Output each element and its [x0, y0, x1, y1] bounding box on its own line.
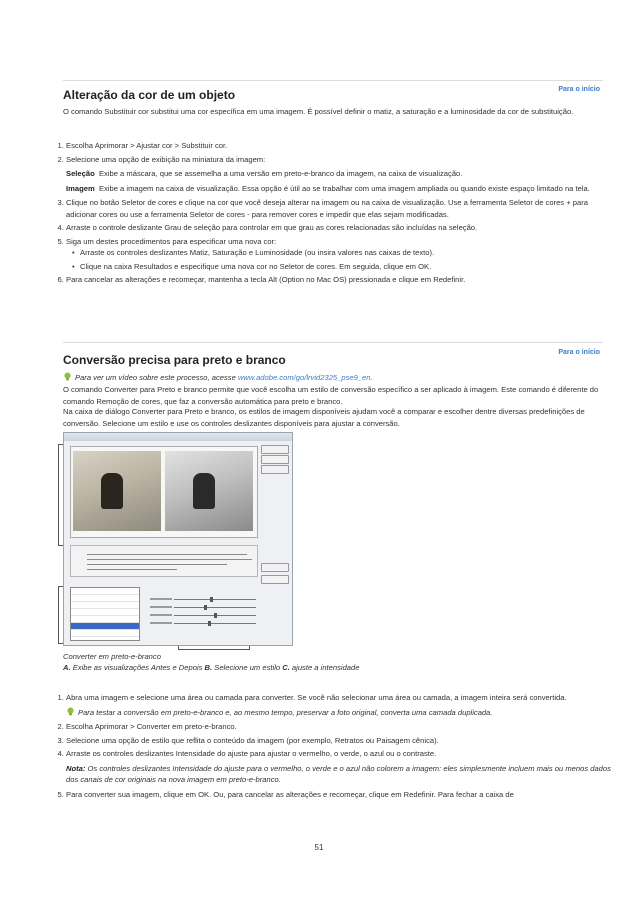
lightbulb-icon [66, 707, 75, 716]
convert-bw-dialog-image [63, 432, 293, 646]
list-item: 6. Para cancelar as alterações e recomeçar, mantenha a tecla Alt (Option no Mac OS) pressionada e clique em Redefinir. [66, 274, 617, 286]
section-divider [63, 342, 603, 343]
back-to-top-link[interactable]: Para o início [558, 349, 600, 356]
bullet-list [66, 247, 617, 272]
ok-button-thumb [261, 445, 289, 454]
figure-caption: Converter em preto-e-branco A. Exibe as visualizações Antes e Depois B. Selecione um estilo C. ajuste a intensidade [63, 652, 360, 672]
slider [174, 623, 256, 624]
tip: Para testar a conversão em preto-e-branco e, ao mesmo tempo, preservar a foto original, converta uma camada duplicada. [66, 707, 617, 719]
list-item: 2. Selecione uma opção de exibição na miniatura da imagem: Seleção Exibe a máscara, que se assemelha a uma versão em preto-e-branco da imagem, na caixa de visualização. Imagem Exibe a imagem na caixa de visualização. Essa opção é útil ao se trabalhar com uma imagem ampliada ou quando existe espaço limitado na tela. [66, 154, 617, 195]
section-divider [63, 80, 603, 81]
dialog-titlebar [64, 433, 292, 441]
before-photo [73, 451, 161, 531]
note: Nota: Os controles deslizantes Intensidade do ajuste para o vermelho, o verde e o azul não colorem a imagem: eles simplesmente incluem mais ou menos dados dos canais de cor originais na nova imagem em preto-e-branco. [66, 763, 611, 784]
paragraph: O comando Converter para Preto e branco permite que você escolha um estilo de conversão específico a ser aplicado à imagem. Este comando é diferente do comando Remoção de cores, que faz a conversão automática para preto e branco. [63, 385, 599, 406]
back-to-top-link[interactable]: Para o início [558, 86, 600, 93]
redo-button-thumb [261, 575, 289, 584]
list-item: 4. Arraste os controles deslizantes Intensidade do ajuste para ajustar o vermelho, o verde, o azul ou o contraste. Nota: Os controles deslizantes Intensidade do ajuste para o vermelho, o verde e o azul não colorem a imagem: eles simplesmente incluem mais ou menos dados dos canais de cor originais na nova imagem em preto-e-branco. [66, 748, 617, 786]
list-item: 4. Arraste o controle deslizante Grau de seleção para controlar em que grau as cores relacionadas são incluídas na seleção. [66, 222, 617, 234]
list-item: 1. Abra uma imagem e selecione uma área ou camada para converter. Se você não selecionar uma área ou camada, a imagem inteira será convertida. Para testar a conversão em preto-e-branco e, ao mesmo tempo, preservar a foto original, converta uma camada duplicada. [66, 692, 617, 718]
section-title: Conversão precisa para preto e branco [63, 353, 286, 367]
bullet-item: • Arraste os controles deslizantes Matiz, Saturação e Luminosidade (ou insira valores nas caixas de texto). [80, 247, 617, 259]
section-title: Alteração da cor de um objeto [63, 88, 236, 102]
steps-list [52, 140, 617, 288]
list-item: 1. Escolha Aprimorar > Ajustar cor > Substituir cor. [66, 140, 617, 152]
definition-item: Seleção Exibe a máscara, que se assemelha a uma versão em preto-e-branco da imagem, na caixa de visualização. [66, 169, 463, 178]
list-item: 5. Siga um destes procedimentos para especificar uma nova cor: • Arraste os controles deslizantes Matiz, Saturação e Luminosidade (ou insira valores nas caixas de texto). • Clique na caixa Resultados e especifique uma nova cor no Seletor de cores. Em seguida, clique em OK. [66, 236, 617, 273]
section-intro: O comando Substituir cor substitui uma cor específica em uma imagem. É possível definir o matiz, a saturação e a luminosidade da cor de substituição. [63, 107, 574, 116]
paragraph: Na caixa de diálogo Converter para Preto e branco, os estilos de imagem disponíveis ajudam você a comparar e escolher dentre diversas predefinições de conversão. Selecione um estilo e use os controles deslizantes disponíveis para ajustar a conversão. [63, 407, 585, 428]
definition-item: Imagem Exibe a imagem na caixa de visualização. Essa opção é útil ao se trabalhar com uma imagem ampliada ou quando existe espaço limitado na tela. [66, 183, 590, 193]
list-item: 5. Para converter sua imagem, clique em OK. Ou, para cancelar as alterações e recomeçar, clique em Redefinir. Para fechar a caixa de [66, 789, 617, 801]
help-button-thumb [261, 465, 289, 474]
before-after-preview [70, 446, 258, 538]
slider [174, 607, 256, 608]
after-photo [165, 451, 253, 531]
video-tip: Para ver um vídeo sobre este processo, acesse www.adobe.com/go/lrvid2325_pse9_en. [63, 372, 603, 384]
slider [174, 615, 256, 616]
tips-box [70, 545, 258, 577]
video-link[interactable]: www.adobe.com/go/lrvid2325_pse9_en [237, 373, 371, 382]
callout-bracket [178, 646, 250, 650]
page-number: 51 [314, 843, 324, 852]
cancel-button-thumb [261, 455, 289, 464]
callout-bracket [58, 444, 63, 546]
bullet-item: • Clique na caixa Resultados e especifique uma nova cor no Seletor de cores. Em seguida, clique em OK. [80, 261, 617, 273]
steps-list [52, 692, 617, 802]
slider [174, 599, 256, 600]
list-item: 3. Selecione uma opção de estilo que reflita o conteúdo da imagem (por exemplo, Retratos ou Paisagem cênica). [66, 735, 617, 747]
style-list [70, 587, 140, 641]
callout-bracket [58, 586, 63, 644]
lightbulb-icon [63, 372, 72, 381]
list-item: 3. Clique no botão Seletor de cores e clique na cor que você deseja alterar na imagem ou na caixa de visualização. Use a ferramenta Seletor de cores + para adicionar cores ou use a ferramenta Seletor de cores - para remover cores e impedir que elas sejam modificadas. [66, 197, 617, 220]
undo-button-thumb [261, 563, 289, 572]
list-item: 2. Escolha Aprimorar > Converter em preto-e-branco. [66, 721, 617, 733]
